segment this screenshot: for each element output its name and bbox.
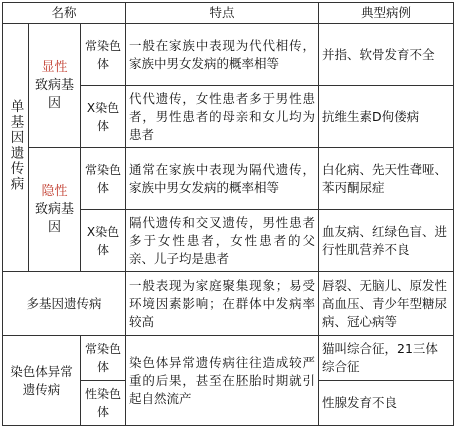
dominant-autosomal-examples: 并指、软骨发育不全 bbox=[319, 24, 454, 86]
dominant-keyword: 显性 bbox=[41, 59, 68, 75]
row-polygenic bbox=[3, 272, 454, 336]
dominant-type-cell bbox=[29, 24, 81, 148]
recessive-type-cell bbox=[29, 148, 81, 272]
dominant-autosomal-features: 一般在家族中表现为代代相传，家族中男女发病的概率相等 bbox=[126, 24, 319, 86]
dominant-x-chrom: X染色体 bbox=[81, 86, 126, 148]
header-row bbox=[3, 3, 454, 24]
header-examples: 典型病例 bbox=[319, 3, 454, 24]
dominant-autosomal-chrom: 常染色体 bbox=[81, 24, 126, 86]
chromosomal-autosomal-examples: 猫叫综合征，21三体综合征 bbox=[319, 336, 454, 381]
single-gene-label-text: 单基因遗传病 bbox=[7, 98, 24, 192]
polygenic-features: 一般表现为家庭聚集现象；易受环境因素影响；在群体中发病率较高 bbox=[126, 272, 319, 336]
single-gene-label bbox=[3, 24, 29, 272]
row-chromosomal-autosomal bbox=[3, 336, 454, 381]
recessive-x-examples: 血友病、红绿色盲、进行性肌营养不良 bbox=[319, 210, 454, 272]
polygenic-label: 多基因遗传病 bbox=[3, 272, 126, 336]
chromosomal-features: 染色体异常遗传病往往造成较严重的后果，甚至在胚胎时期就引起自然流产 bbox=[126, 336, 319, 426]
recessive-autosomal-features: 通常在家族中表现为隔代遗传，家族中男女发病的概率相等 bbox=[126, 148, 319, 210]
header-features: 特点 bbox=[126, 3, 319, 24]
recessive-x-chrom: X染色体 bbox=[81, 210, 126, 272]
recessive-suffix: 致病基因 bbox=[34, 201, 74, 235]
dominant-x-features: 代代遗传，女性患者多于男性患者，男性患者的母亲和女儿均为患者 bbox=[126, 86, 319, 148]
recessive-autosomal-examples: 白化病、先天性聋哑、苯丙酮尿症 bbox=[319, 148, 454, 210]
recessive-keyword: 隐性 bbox=[41, 183, 68, 199]
chromosomal-sex-examples: 性腺发育不良 bbox=[319, 381, 454, 426]
dominant-suffix: 致病基因 bbox=[34, 77, 74, 111]
chromosomal-sex-chrom: 性染色体 bbox=[81, 381, 126, 426]
dominant-x-examples: 抗维生素D佝偻病 bbox=[319, 86, 454, 148]
row-dominant-autosomal bbox=[3, 24, 454, 86]
recessive-x-features: 隔代遗传和交叉遗传，男性患者多于女性患者，女性患者的父亲、儿子均是患者 bbox=[126, 210, 319, 272]
chromosomal-autosomal-chrom: 常染色体 bbox=[81, 336, 126, 381]
chromosomal-label: 染色体异常遗传病 bbox=[3, 336, 81, 426]
header-name: 名称 bbox=[3, 3, 126, 24]
row-recessive-autosomal bbox=[3, 148, 454, 210]
genetic-disease-table bbox=[2, 2, 454, 426]
polygenic-examples: 唇裂、无脑儿、原发性高血压、青少年型糖尿病、冠心病等 bbox=[319, 272, 454, 336]
recessive-autosomal-chrom: 常染色体 bbox=[81, 148, 126, 210]
